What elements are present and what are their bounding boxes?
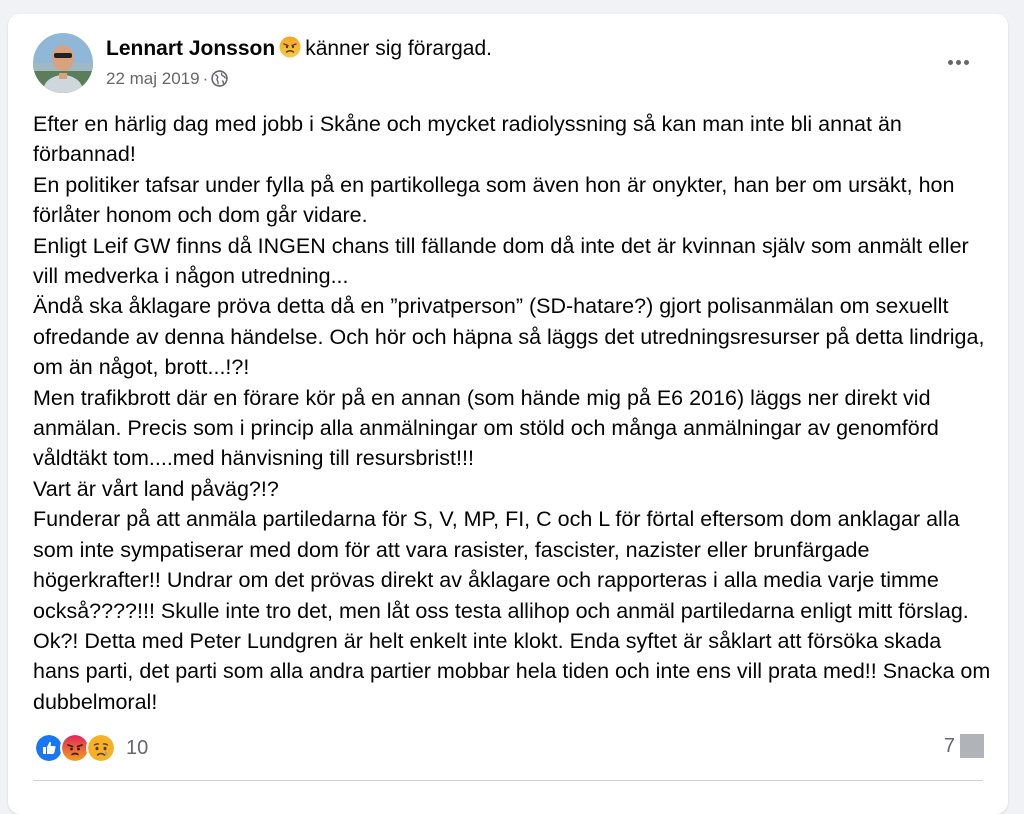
post-card [8, 14, 1008, 814]
post-header [106, 36, 492, 64]
reaction-summary[interactable] [34, 733, 148, 763]
sad-icon [86, 733, 116, 763]
angry-face-icon [279, 36, 301, 64]
more-dot-icon [948, 60, 953, 65]
comment-count-value: 7 [943, 734, 955, 757]
author-avatar[interactable] [33, 33, 93, 93]
meta-separator: · [202, 69, 209, 88]
post-date[interactable]: 22 maj 2019 [106, 69, 200, 88]
feeling-text: känner sig förargad. [305, 37, 492, 60]
more-dot-icon [956, 60, 961, 65]
avatar-photo [33, 33, 93, 93]
globe-icon [211, 70, 228, 92]
reaction-count: 10 [126, 736, 149, 759]
comment-count[interactable] [944, 734, 984, 758]
post-text: Efter en härlig dag med jobb i Skåne och mycket radiolyssning så kan man inte bli annat än förbannad! En politiker tafsar under fylla på en partikollega som även hon är onykter, han ber om ursäkt, hon förlåter honom och dom går vidare. Enligt Leif GW finns då INGEN chans till fällande dom då inte det är kvinnan själv som anmält eller vill medverka i någon utredning... Ändå ska åklagare pröva detta då en ”privatperson” (SD-hatare?) gjort polisanmälan om sexuellt ofredande av denna händelse. Och hör och häpna så läggs det utredningsresurser på detta lindriga, om än något, brott...!?! Men trafikbrott där en förare kör på en annan (som hände mig på E6 2016) läggs ner direkt vid anmälan. Precis som i princip alla anmälningar om stöld och många anmälningar av genomförd våldtäkt tom....med hänvisning till resursbrist!!! Vart är vårt land påväg?!? Funderar på att anmäla partiledarna för S, V, MP, FI, C och L för förtal eftersom dom anklagar alla som inte sympatiserar med dom för att vara rasister, fascister, nazister eller brunfärgade högerkrafter!! Undrar om det prövas direkt av åklagare och rapporteras i alla media varje timme också????!!! Skulle inte tro det, men låt oss testa allihop och anmäl partiledarna enligt mitt förslag. Ok?! Detta med Peter Lundgren är helt enkelt inte klokt. Enda syftet är såklart att försöka skada hans parti, det parti som alla andra partier mobbar hela tiden och inte ens vill prata med!! Snacka om dubbelmoral! [33, 112, 991, 714]
more-dot-icon [964, 60, 969, 65]
more-options-button[interactable] [942, 50, 974, 74]
comment-icon [960, 734, 984, 758]
author-name[interactable]: Lennart Jonsson [106, 37, 276, 60]
post-meta [106, 69, 228, 92]
action-divider [33, 780, 983, 781]
